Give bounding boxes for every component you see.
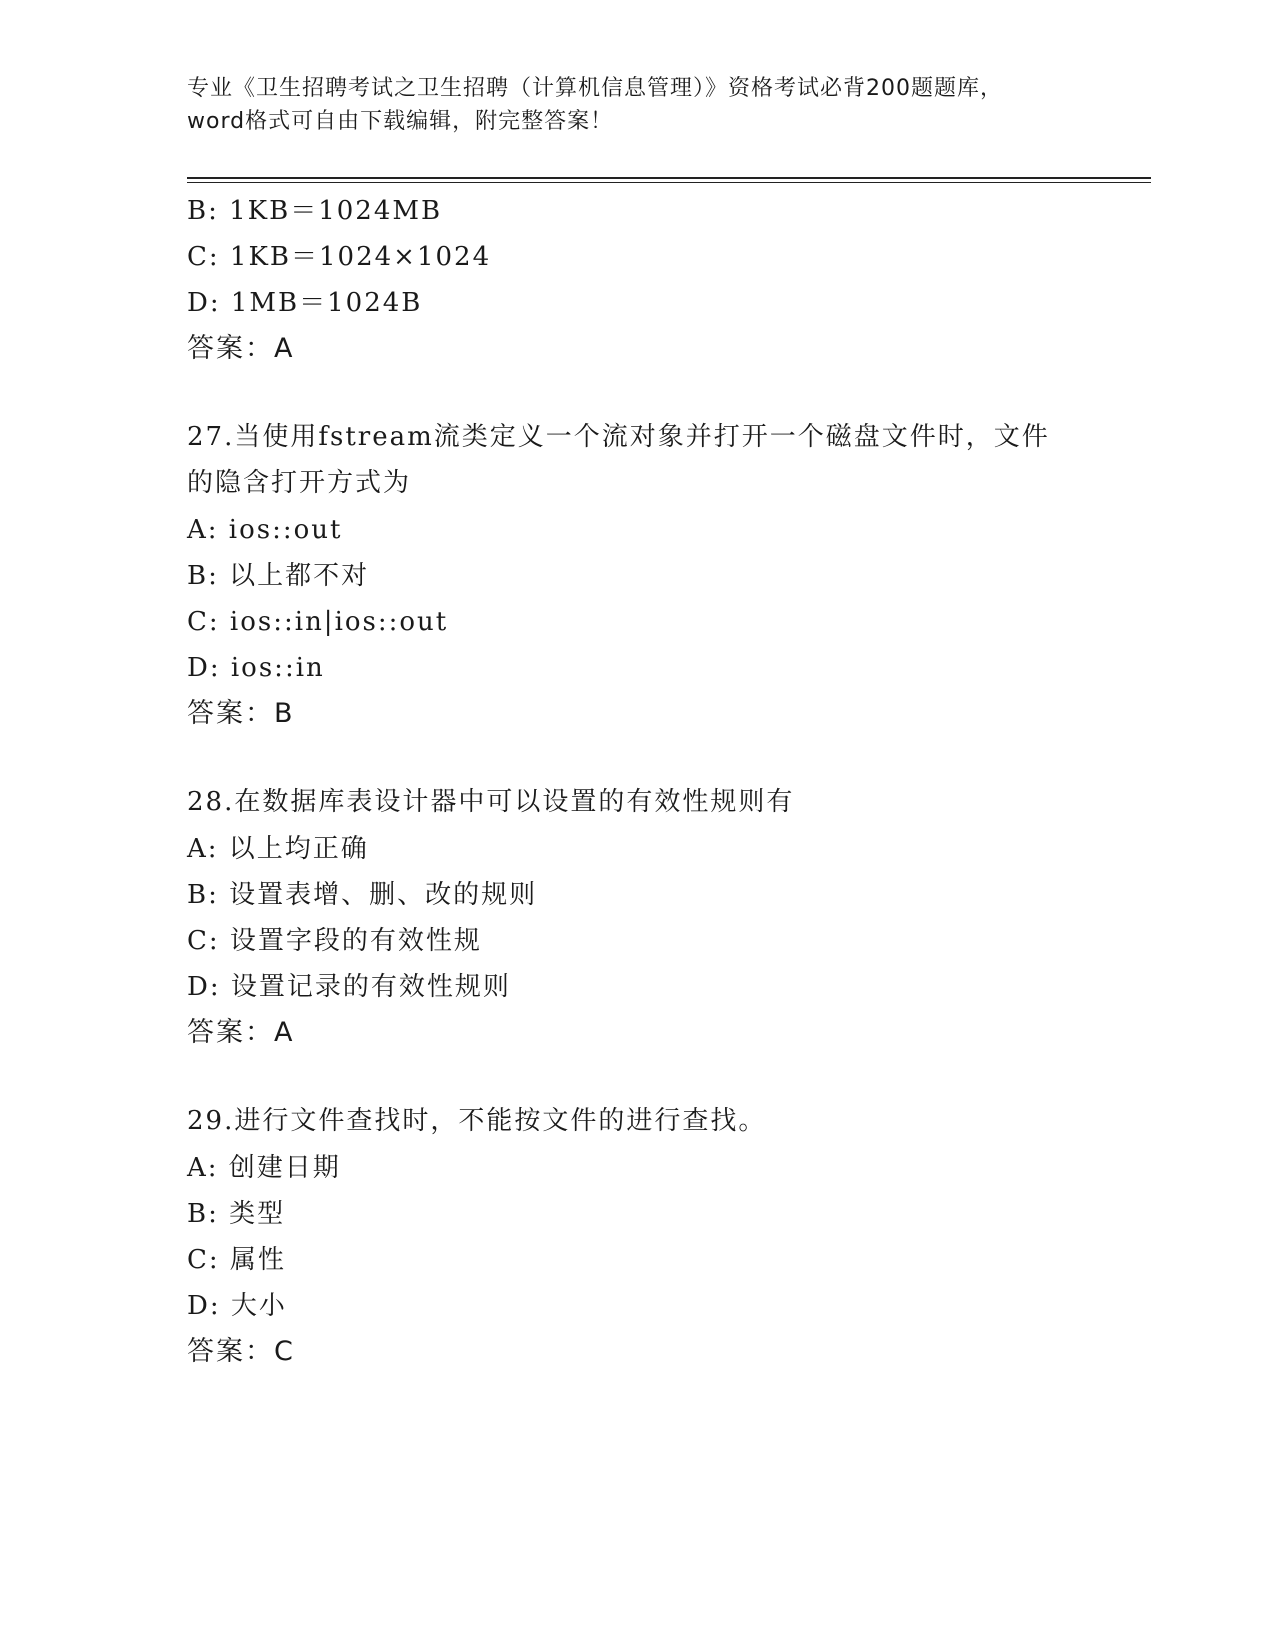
- question-29: [187, 1099, 1087, 1375]
- option-b: B: 类型: [187, 1199, 286, 1229]
- question-list: [187, 188, 1087, 1375]
- answer: 答案：C: [187, 1336, 295, 1367]
- option-d: D: ios::in: [187, 653, 325, 683]
- header-line-2: word格式可自由下载编辑，附完整答案！: [187, 109, 614, 134]
- option-b: B: 以上都不对: [187, 561, 370, 591]
- option-c: C: 属性: [187, 1245, 286, 1275]
- header-line-1: 专业《卫生招聘考试之卫生招聘（计算机信息管理）》资格考试必背200题题库，: [187, 76, 1003, 101]
- option-b: B: 1KB＝1024MB: [187, 196, 443, 226]
- answer: 答案：B: [187, 698, 295, 729]
- option-a: A: ios::out: [187, 515, 343, 545]
- option-c: C: ios::in|ios::out: [187, 607, 449, 637]
- option-d: D: 1MB＝1024B: [187, 288, 423, 318]
- question-text-line-1: 29.进行文件查找时，不能按文件的进行查找。: [187, 1106, 767, 1136]
- question-text-line-2: 的隐含打开方式为: [187, 468, 412, 498]
- header-divider-thick: [187, 177, 1151, 179]
- option-c: C: 设置字段的有效性规: [187, 926, 482, 956]
- question-28: [187, 780, 1087, 1056]
- answer: 答案：A: [187, 1017, 295, 1048]
- option-a: A: 以上均正确: [187, 834, 369, 864]
- question-text-line-1: 27.当使用fstream流类定义一个流对象并打开一个磁盘文件时，文件: [187, 422, 1050, 452]
- page-header: [187, 72, 1087, 138]
- question-26-continued: [187, 188, 1087, 372]
- option-c: C: 1KB＝1024×1024: [187, 242, 492, 272]
- option-a: A: 创建日期: [187, 1153, 341, 1183]
- option-d: D: 大小: [187, 1291, 287, 1321]
- question-text-line-1: 28.在数据库表设计器中可以设置的有效性规则有: [187, 787, 795, 817]
- answer: 答案：A: [187, 333, 295, 364]
- question-27: [187, 415, 1087, 737]
- option-d: D: 设置记录的有效性规则: [187, 972, 511, 1002]
- header-divider-thin: [187, 182, 1151, 183]
- option-b: B: 设置表增、删、改的规则: [187, 880, 538, 910]
